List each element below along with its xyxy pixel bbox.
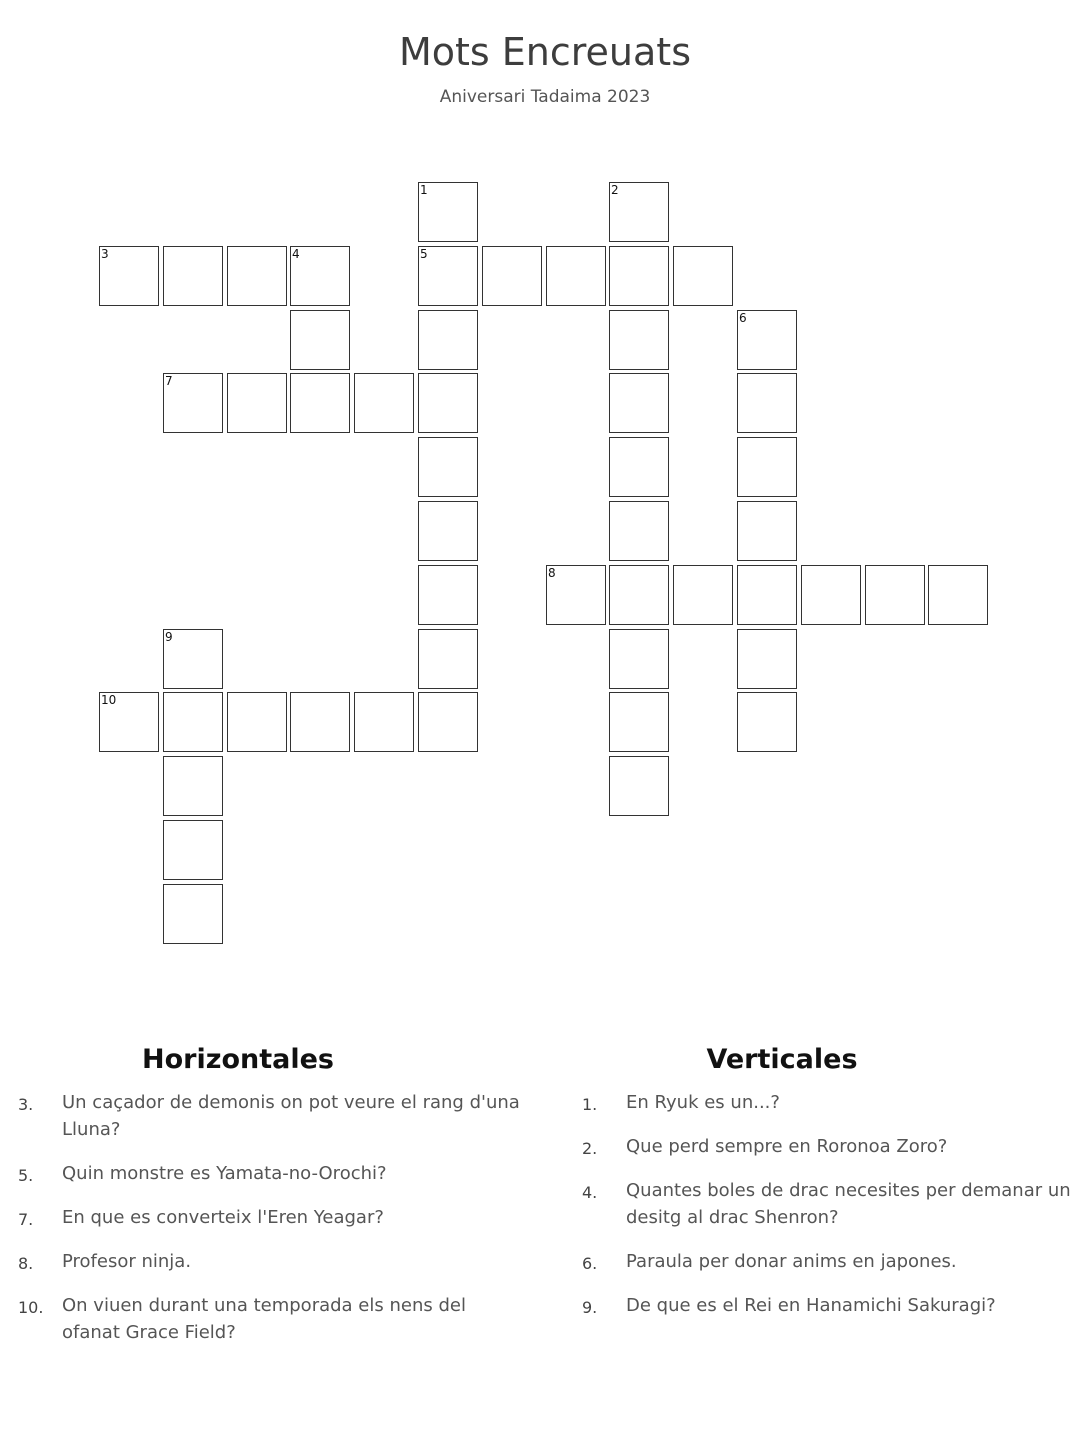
clue-number: 10. xyxy=(18,1298,44,1317)
clue-number: 8. xyxy=(18,1254,34,1273)
crossword-cell[interactable] xyxy=(418,182,478,242)
clue-item xyxy=(18,1160,520,1187)
crossword-cell[interactable] xyxy=(418,437,478,497)
crossword-cell[interactable] xyxy=(163,246,223,306)
crossword-cell[interactable] xyxy=(290,692,350,752)
clue-text: Quantes boles de drac necesites per demanar un desitg al drac Shenron? xyxy=(626,1180,1071,1228)
crossword-cell[interactable] xyxy=(163,629,223,689)
clue-number: 5. xyxy=(18,1166,34,1185)
crossword-cell[interactable] xyxy=(609,310,669,370)
crossword-cell[interactable] xyxy=(928,565,988,625)
crossword-cell[interactable] xyxy=(609,565,669,625)
across-heading: Horizontales xyxy=(142,1044,334,1075)
clue-number-label: 2 xyxy=(611,183,619,197)
crossword-cell[interactable] xyxy=(609,437,669,497)
clue-number-label: 7 xyxy=(165,374,173,388)
crossword-cell[interactable] xyxy=(354,373,414,433)
clue-number: 9. xyxy=(582,1298,598,1317)
crossword-cell[interactable] xyxy=(227,692,287,752)
crossword-cell[interactable] xyxy=(354,692,414,752)
clue-text: On viuen durant una temporada els nens del ofanat Grace Field? xyxy=(62,1295,466,1343)
crossword-cell[interactable] xyxy=(865,565,925,625)
crossword-cell[interactable] xyxy=(737,310,797,370)
clue-text: En Ryuk es un...? xyxy=(626,1092,780,1113)
crossword-cell[interactable] xyxy=(673,565,733,625)
crossword-cell[interactable] xyxy=(290,246,350,306)
clue-number-label: 1 xyxy=(420,183,428,197)
clue-text: Quin monstre es Yamata-no-Orochi? xyxy=(62,1163,387,1184)
crossword-cell[interactable] xyxy=(163,692,223,752)
crossword-cell[interactable] xyxy=(737,437,797,497)
crossword-cell[interactable] xyxy=(737,692,797,752)
crossword-cell[interactable] xyxy=(609,501,669,561)
crossword-cell[interactable] xyxy=(163,884,223,944)
clue-number-label: 9 xyxy=(165,630,173,644)
crossword-cell[interactable] xyxy=(418,246,478,306)
clue-item xyxy=(18,1089,520,1143)
clue-number: 1. xyxy=(582,1095,598,1114)
crossword-cell[interactable] xyxy=(99,246,159,306)
crossword-cell[interactable] xyxy=(290,310,350,370)
clue-item xyxy=(582,1248,1072,1275)
puzzle-title: Mots Encreuats xyxy=(398,30,692,74)
crossword-cell[interactable] xyxy=(546,565,606,625)
down-heading: Verticales xyxy=(706,1044,858,1075)
crossword-cell[interactable] xyxy=(163,373,223,433)
clue-item xyxy=(582,1292,1072,1319)
crossword-cell[interactable] xyxy=(737,565,797,625)
crossword-cell[interactable] xyxy=(482,246,542,306)
crossword-cell[interactable] xyxy=(418,501,478,561)
clue-item xyxy=(582,1089,1072,1116)
clue-item xyxy=(582,1133,1072,1160)
crossword-cell[interactable] xyxy=(609,182,669,242)
crossword-cell[interactable] xyxy=(163,820,223,880)
clue-number-label: 6 xyxy=(739,311,747,325)
crossword-cell[interactable] xyxy=(609,629,669,689)
crossword-cell[interactable] xyxy=(737,373,797,433)
clue-number-label: 8 xyxy=(548,566,556,580)
crossword-cell[interactable] xyxy=(99,692,159,752)
crossword-cell[interactable] xyxy=(418,565,478,625)
crossword-cell[interactable] xyxy=(227,246,287,306)
crossword-cell[interactable] xyxy=(418,629,478,689)
down-clues-section xyxy=(582,1044,1072,1336)
puzzle-subtitle: Aniversari Tadaima 2023 xyxy=(439,87,651,107)
clue-number: 6. xyxy=(582,1254,598,1273)
crossword-cell[interactable] xyxy=(546,246,606,306)
crossword-cell[interactable] xyxy=(163,756,223,816)
clue-item xyxy=(18,1292,520,1346)
clue-text: De que es el Rei en Hanamichi Sakuragi? xyxy=(626,1295,996,1316)
clue-text: Un caçador de demonis on pot veure el rang d'una Lluna? xyxy=(62,1092,520,1140)
clue-number: 7. xyxy=(18,1210,34,1229)
clue-text: Paraula per donar anims en japones. xyxy=(626,1251,957,1272)
clue-text: En que es converteix l'Eren Yeagar? xyxy=(62,1207,384,1228)
across-clue-list xyxy=(18,1089,520,1346)
clue-number: 4. xyxy=(582,1183,598,1202)
down-clue-list xyxy=(582,1089,1072,1319)
crossword-cell[interactable] xyxy=(290,373,350,433)
crossword-cell[interactable] xyxy=(418,373,478,433)
crossword-cell[interactable] xyxy=(673,246,733,306)
clue-text: Que perd sempre en Roronoa Zoro? xyxy=(626,1136,948,1157)
across-clues-section xyxy=(18,1044,520,1363)
clue-number-label: 3 xyxy=(101,247,109,261)
crossword-cell[interactable] xyxy=(609,373,669,433)
clue-item xyxy=(18,1248,520,1275)
crossword-cell[interactable] xyxy=(609,246,669,306)
crossword-cell[interactable] xyxy=(609,692,669,752)
crossword-cell[interactable] xyxy=(227,373,287,433)
clue-text: Profesor ninja. xyxy=(62,1251,192,1272)
clue-number-label: 4 xyxy=(292,247,300,261)
clue-item xyxy=(582,1177,1072,1231)
clue-number: 2. xyxy=(582,1139,598,1158)
crossword-cell[interactable] xyxy=(801,565,861,625)
clue-item xyxy=(18,1204,520,1231)
clue-number-label: 10 xyxy=(101,693,117,707)
crossword-cell[interactable] xyxy=(609,756,669,816)
crossword-cell[interactable] xyxy=(737,501,797,561)
crossword-cell[interactable] xyxy=(737,629,797,689)
clue-number-label: 5 xyxy=(420,247,428,261)
clue-number: 3. xyxy=(18,1095,34,1114)
crossword-cell[interactable] xyxy=(418,310,478,370)
crossword-cell[interactable] xyxy=(418,692,478,752)
